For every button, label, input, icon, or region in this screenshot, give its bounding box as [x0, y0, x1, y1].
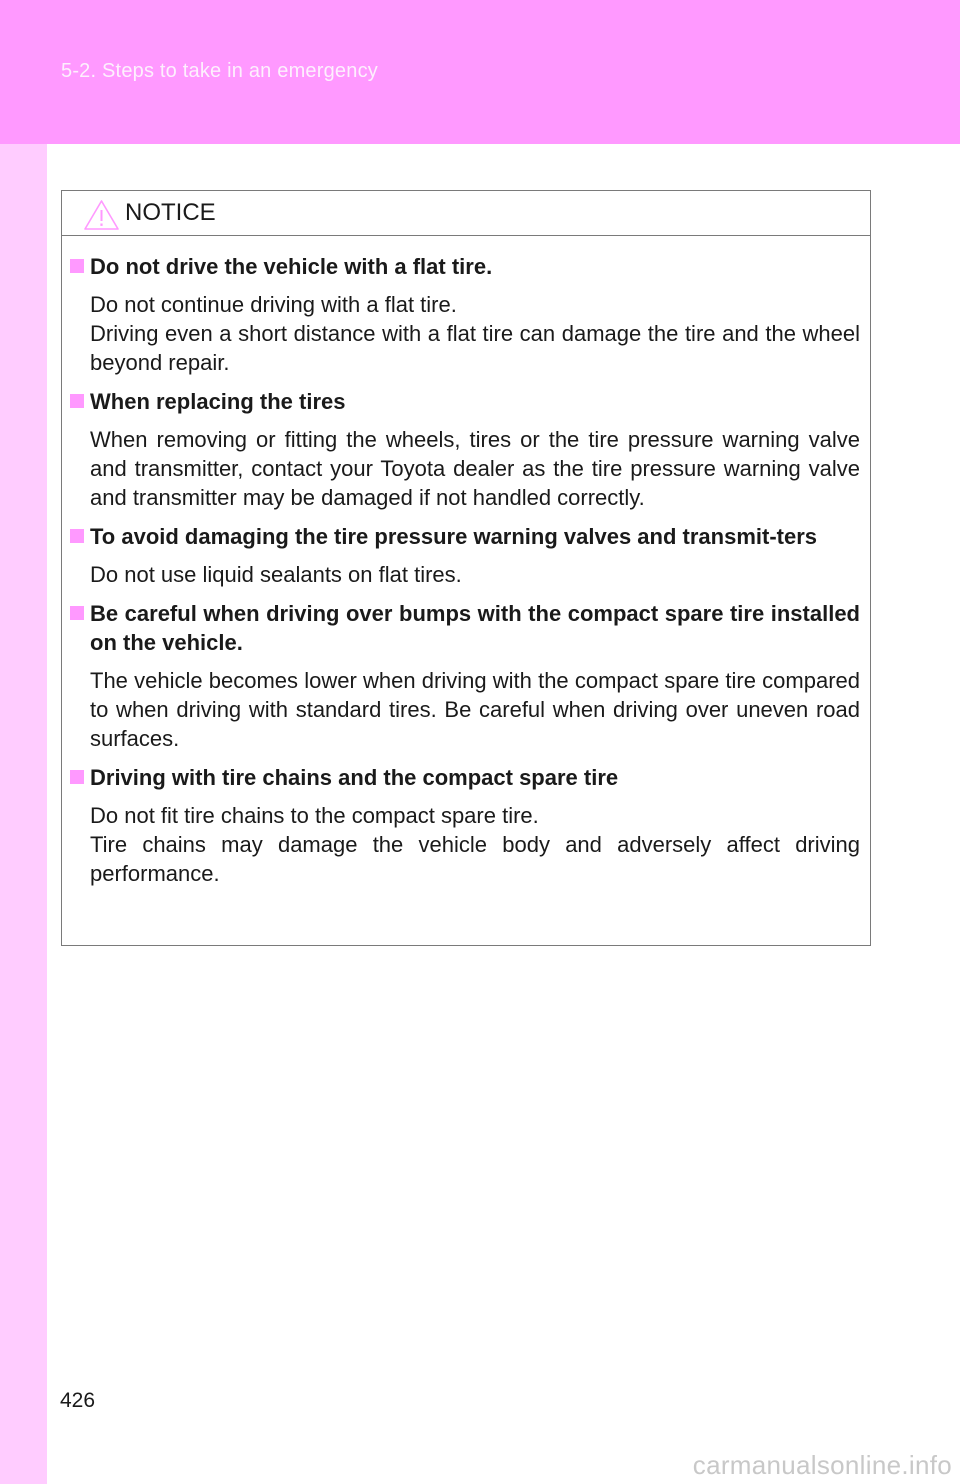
paragraph: Driving even a short distance with a flat tire can damage the tire and the wheel beyond repair.: [90, 321, 860, 375]
section-heading: When replacing the tires: [90, 389, 346, 414]
watermark: carmanualsonline.info: [692, 1450, 952, 1480]
section-heading: To avoid damaging the tire pressure warning valves and transmit-ters: [90, 524, 818, 549]
paragraph: The vehicle becomes lower when driving with the compact spare tire compared to when driving with standard tires. Be careful when driving over uneven road surfaces.: [90, 668, 860, 751]
square-bullet-icon: [70, 606, 84, 620]
notice-section: [70, 252, 860, 377]
notice-title: NOTICE: [125, 199, 216, 226]
section-heading: Driving with tire chains and the compact spare tire: [90, 765, 619, 790]
paragraph: When removing or fitting the wheels, tires or the tire pressure warning valve and transmitter, contact your Toyota dealer as the tire pressure warning valve and transmitter may be damaged if not handled correctly.: [90, 427, 860, 510]
section-title: 5-2. Steps to take in an emergency: [61, 60, 378, 82]
page-header: [0, 0, 960, 144]
square-bullet-icon: [70, 529, 84, 543]
notice-header: [62, 191, 870, 236]
paragraph: Do not use liquid sealants on flat tires.: [90, 562, 462, 587]
notice-box: [61, 190, 871, 946]
side-strip: [0, 144, 47, 1484]
notice-section: [70, 599, 860, 753]
paragraph: Tire chains may damage the vehicle body and adversely affect driving performance.: [90, 832, 860, 886]
notice-section: [70, 763, 860, 888]
square-bullet-icon: [70, 770, 84, 784]
section-heading: Do not drive the vehicle with a flat tire.: [90, 254, 493, 279]
notice-section: [70, 522, 860, 589]
square-bullet-icon: [70, 259, 84, 273]
square-bullet-icon: [70, 394, 84, 408]
warning-triangle-icon: [83, 199, 120, 231]
paragraph: Do not fit tire chains to the compact spare tire.: [90, 803, 539, 828]
notice-section: [70, 387, 860, 512]
section-heading: Be careful when driving over bumps with the compact spare tire installed on the vehicle.: [90, 601, 860, 655]
paragraph: Do not continue driving with a flat tire.: [90, 292, 457, 317]
notice-content: [62, 236, 870, 888]
page-number: 426: [60, 1389, 96, 1412]
